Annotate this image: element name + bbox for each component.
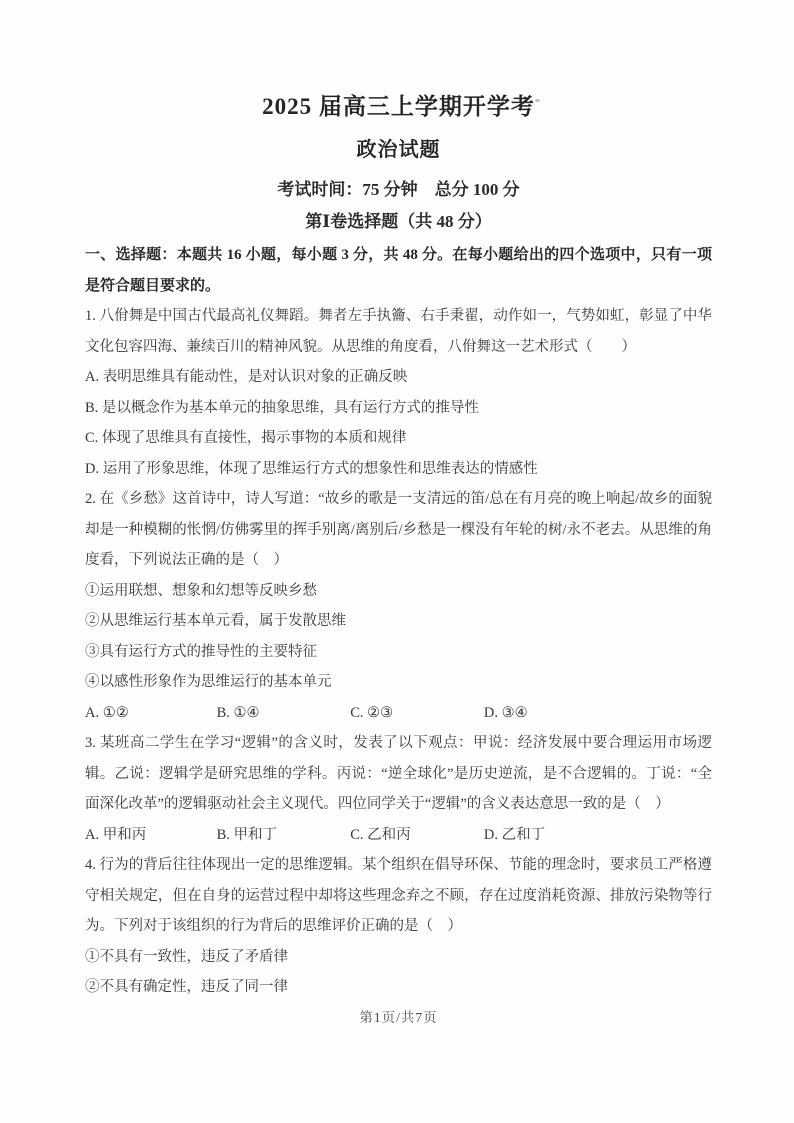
question-1-stem: 1. 八佾舞是中国古代最高礼仪舞蹈。舞者左手执籥、右手秉翟，动作如一，气势如虹，彰显了中华文化包容四海、兼续百川的精神风貌。从思维的角度看，八佾舞这一艺术形式（ ） xyxy=(85,308,712,355)
subject-title: 政治试题 xyxy=(356,139,441,161)
question-3-stem: 3. 某班高二学生在学习“逻辑”的含义时，发表了以下观点：甲说：经济发展中要合理运用市场逻辑。乙说：逻辑学是研究思维的学科。丙说：“逆全球化”是历史逆流，是不合逻辑的。丁说：“全面深化改革”的逻辑驱动社会主义现代。四位同学关于“逻辑”的含义表达意思一致的是（ ） xyxy=(85,735,712,812)
section-title: 第Ⅰ卷选择题（共 48 分） xyxy=(305,212,492,231)
question-2-item-2: ②从思维运行基本单元看，属于发散思维 xyxy=(85,613,346,629)
question-1-option-b: B. 是以概念作为基本单元的抽象思维，具有运行方式的推导性 xyxy=(85,399,479,416)
question-2-item-1: ①运用联想、想象和幻想等反映乡愁 xyxy=(85,582,317,599)
page-title: 2025 届高三上学期开学考 xyxy=(262,94,535,119)
question-4-stem: 4. 行为的背后往往体现出一定的思维逻辑。某个组织在倡导环保、节能的理念时，要求员工严格遵守相关规定，但在自身的运营过程中却将这些理念弃之不顾，存在过度消耗资源、排放污染物等行为。下列对于该组织的行为背后的思维评价正确的是（ ） xyxy=(85,857,712,934)
question-2-stem: 2. 在《乡愁》这首诗中，诗人写道：“故乡的歌是一支清远的笛/总在有月亮的晚上响起/故乡的面貌却是一种模糊的怅惘/仿佛雾里的挥手别离/离别后/乡愁是一棵没有年轮的树/永不老去。从思维的角度看，下列说法正确的是（ ） xyxy=(85,491,712,568)
question-3-option-b: B. 甲和丁 xyxy=(216,826,278,843)
question-1-option-d: D. 运用了形象思维，体现了思维运行方式的想象性和思维表达的情感性 xyxy=(85,460,538,477)
question-3-options-row xyxy=(85,820,712,851)
question-2-option-d: D. ③④ xyxy=(483,704,528,721)
question-2-options-row xyxy=(85,698,712,729)
page-footer: 第1页/共7页 xyxy=(359,1009,438,1025)
question-2-option-a: A. ①② xyxy=(85,704,129,721)
question-3-option-a: A. 甲和丙 xyxy=(85,826,147,843)
question-2-option-c: C. ②③ xyxy=(350,704,394,721)
question-2-item-4: ④以感性形象作为思维运行的基本单元 xyxy=(85,674,332,690)
section-intro: 一、选择题：本题共 16 小题，每小题 3 分，共 48 分。在每小题给出的四个选项中，只有一项是符合题目要求的。 xyxy=(85,247,712,294)
question-2-option-b: B. ①④ xyxy=(216,704,260,721)
question-1-option-c: C. 体现了思维具有直接性，揭示事物的本质和规律 xyxy=(85,430,407,446)
question-3-option-c: C. 乙和丙 xyxy=(350,826,411,843)
scan-artifact-dot xyxy=(535,99,540,102)
question-4-item-1: ①不具有一致性，违反了矛盾律 xyxy=(85,948,288,965)
exam-info-line: 考试时间：75 分钟 总分 100 分 xyxy=(277,180,520,199)
question-4-item-2: ②不具有确定性，违反了同一律 xyxy=(85,979,288,995)
question-2-item-3: ③具有运行方式的推导性的主要特征 xyxy=(85,643,317,660)
question-3-option-d: D. 乙和丁 xyxy=(483,826,546,843)
question-1-option-a: A. 表明思维具有能动性，是对认识对象的正确反映 xyxy=(85,369,408,385)
